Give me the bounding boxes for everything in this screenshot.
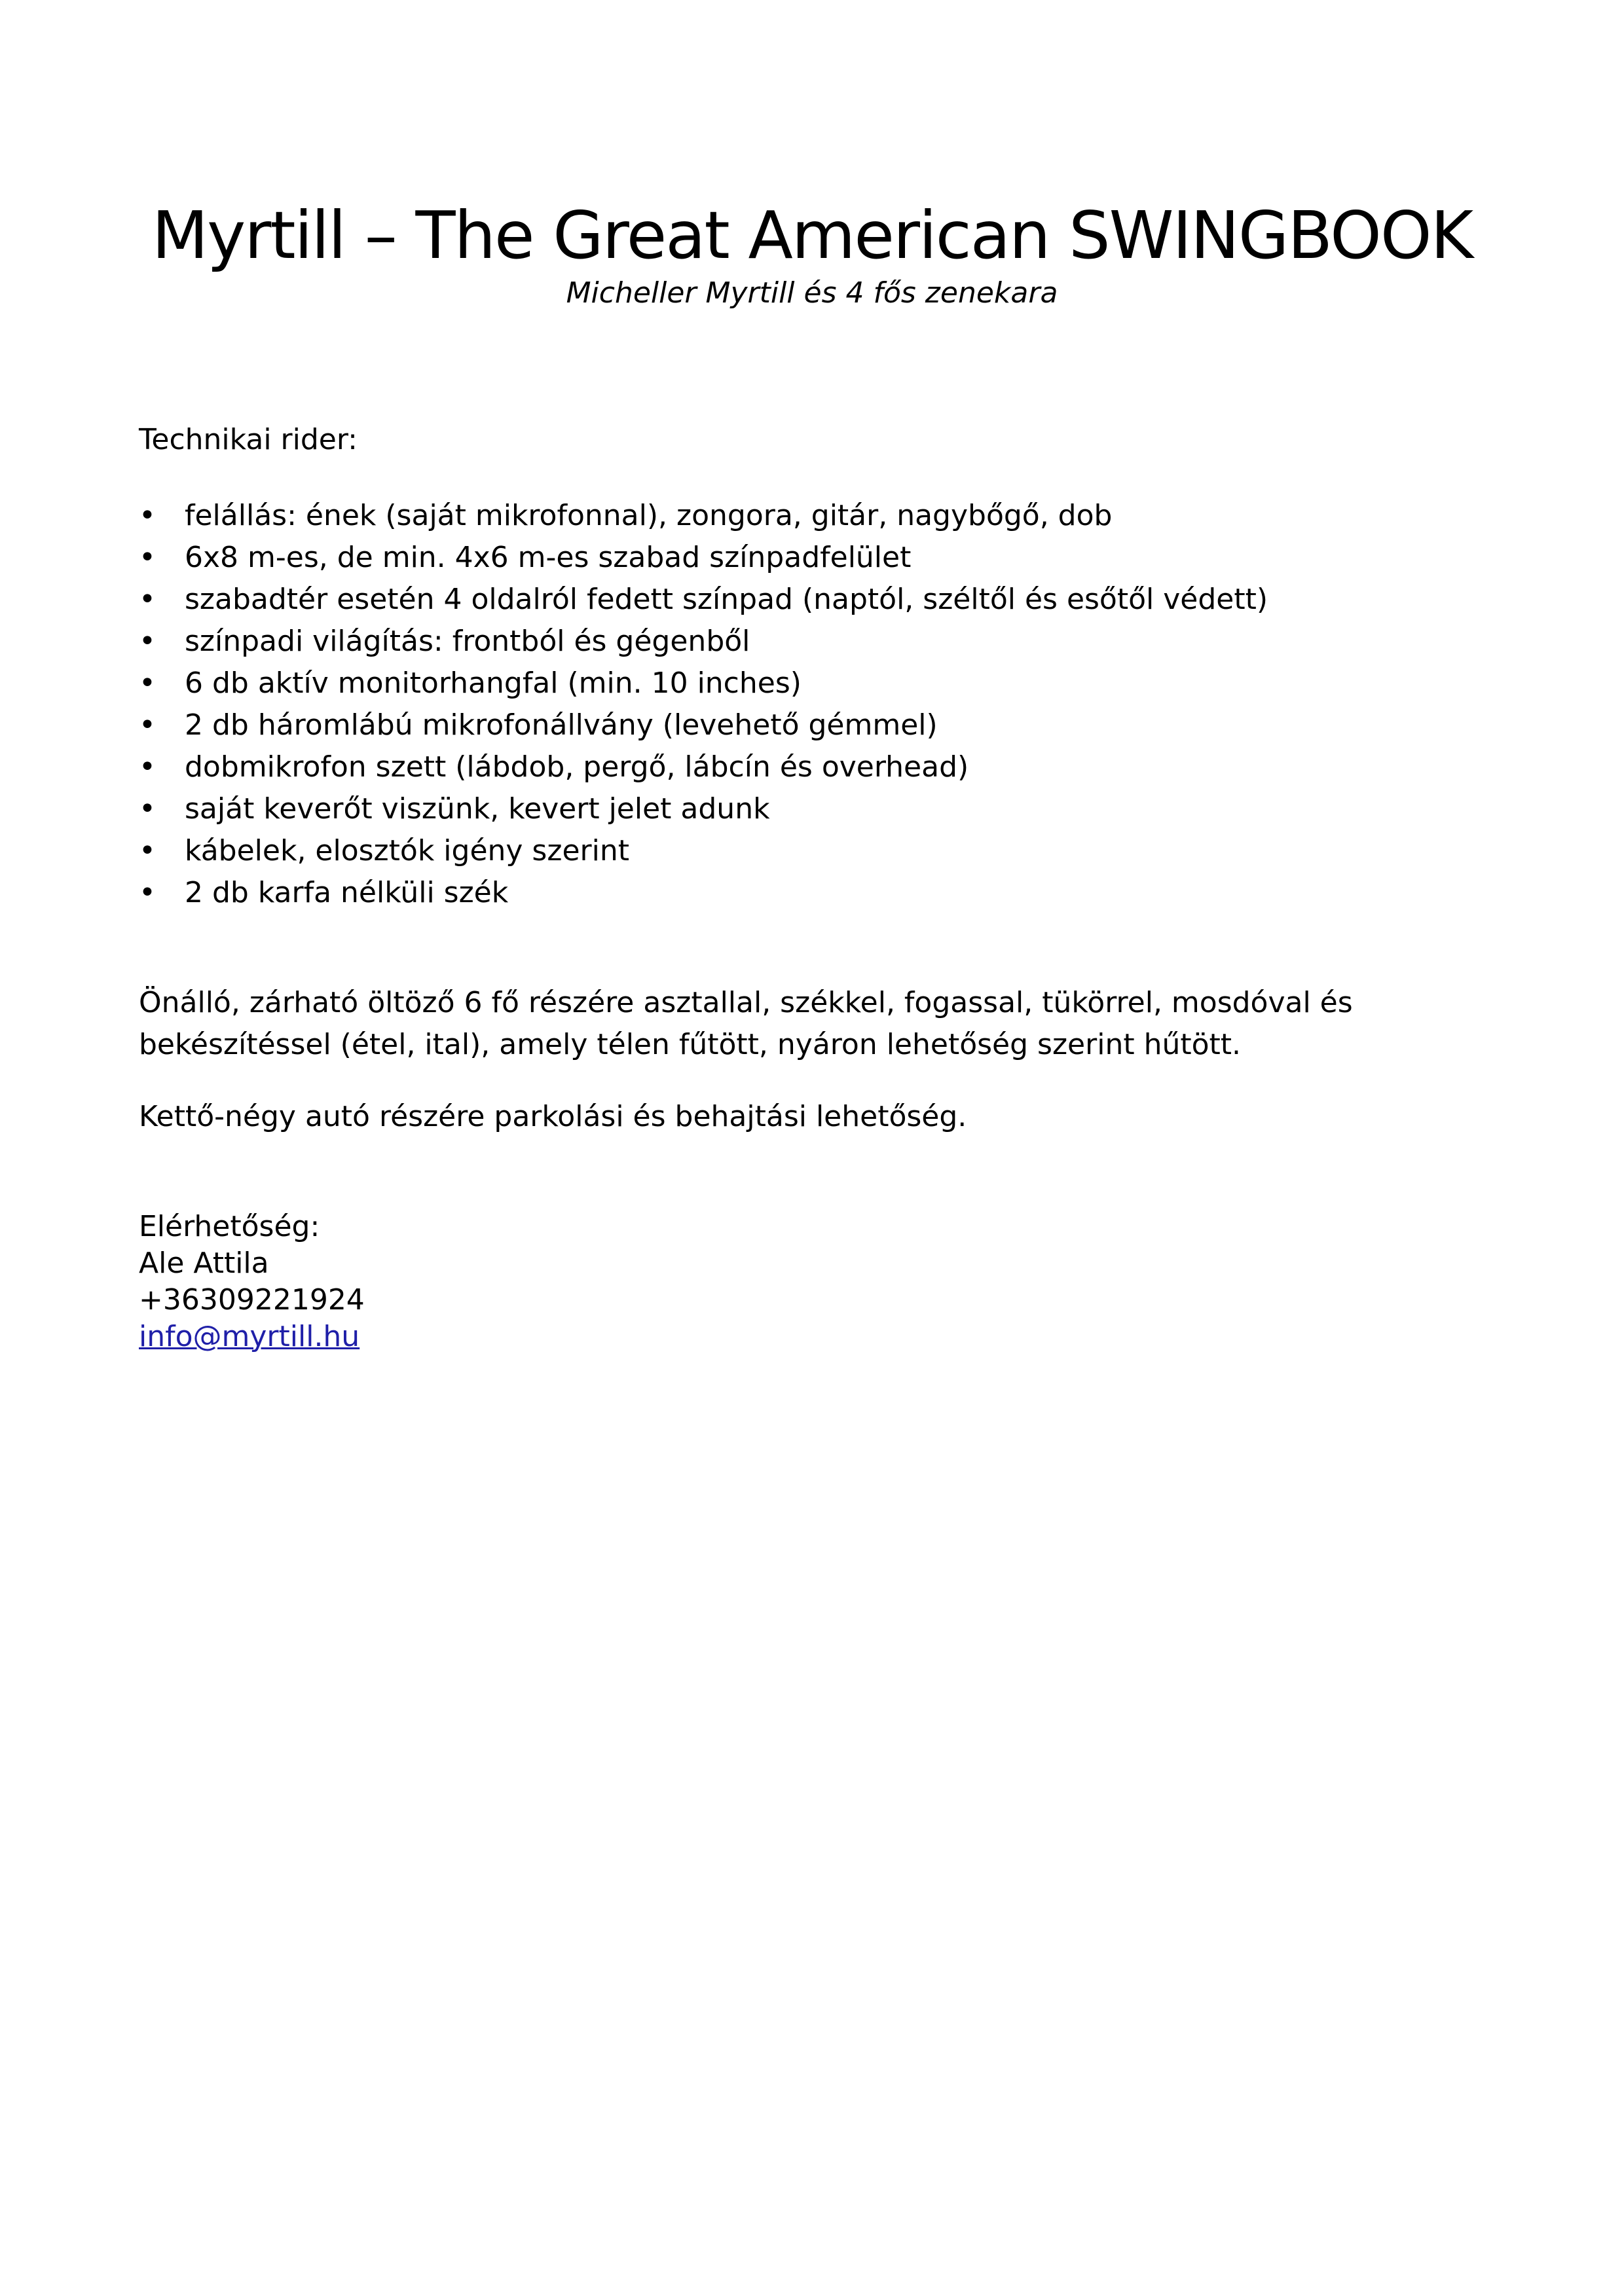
list-item xyxy=(139,830,1268,872)
bullet-icon: • xyxy=(139,499,156,532)
document-subtitle: Micheller Myrtill és 4 fős zenekara xyxy=(566,276,1058,310)
document-title: Myrtill – The Great American SWINGBOOK xyxy=(151,197,1473,274)
bullet-icon: • xyxy=(139,708,156,742)
bullet-icon: • xyxy=(139,583,156,616)
dressing-room-paragraph: Önálló, zárható öltöző 6 fő részére asztallal, székkel, fogassal, tükörrel, mosdóval és bekészítéssel (étel, ital), amely télen fűtött, nyáron lehetőség szerint hűtött. xyxy=(139,986,1353,1061)
list-item xyxy=(139,537,1268,579)
bullet-icon: • xyxy=(139,792,156,826)
list-item xyxy=(139,663,1268,704)
list-item xyxy=(139,788,1268,830)
bullet-icon: • xyxy=(139,625,156,658)
bullet-icon: • xyxy=(139,666,156,700)
list-item-text: 2 db háromlábú mikrofonállvány (levehető gémmel) xyxy=(185,708,938,742)
contact-phone: +36309221924 xyxy=(139,1283,365,1317)
contact-label: Elérhetőség: xyxy=(139,1210,320,1243)
bullet-icon: • xyxy=(139,541,156,574)
list-item xyxy=(139,872,1268,914)
contact-name: Ale Attila xyxy=(139,1247,269,1280)
list-item-text: dobmikrofon szett (lábdob, pergő, lábcín és overhead) xyxy=(185,750,969,784)
contact-block xyxy=(139,1209,365,1355)
list-item-text: 2 db karfa nélküli szék xyxy=(185,876,509,909)
list-item xyxy=(139,579,1268,621)
list-item-text: felállás: ének (saját mikrofonnal), zongora, gitár, nagybőgő, dob xyxy=(185,499,1113,532)
list-item-text: színpadi világítás: frontból és gégenből xyxy=(185,625,750,658)
list-item xyxy=(139,495,1268,537)
contact-email-link[interactable]: info@myrtill.hu xyxy=(139,1320,360,1353)
bullet-icon: • xyxy=(139,834,156,867)
list-item-text: 6 db aktív monitorhangfal (min. 10 inches) xyxy=(185,666,802,700)
list-item-text: kábelek, elosztók igény szerint xyxy=(185,834,629,867)
bullet-icon: • xyxy=(139,876,156,909)
list-item xyxy=(139,704,1268,746)
list-item xyxy=(139,621,1268,663)
parking-paragraph: Kettő-négy autó részére parkolási és behajtási lehetőség. xyxy=(139,1100,967,1133)
bullet-icon: • xyxy=(139,750,156,784)
rider-list xyxy=(139,495,1268,914)
list-item-text: 6x8 m-es, de min. 4x6 m-es szabad színpadfelület xyxy=(185,541,912,574)
list-item-text: szabadtér esetén 4 oldalról fedett színpad (naptól, széltől és esőtől védett) xyxy=(185,583,1268,616)
rider-heading: Technikai rider: xyxy=(139,423,358,456)
list-item-text: saját keverőt viszünk, kevert jelet adunk xyxy=(185,792,770,826)
list-item xyxy=(139,746,1268,788)
